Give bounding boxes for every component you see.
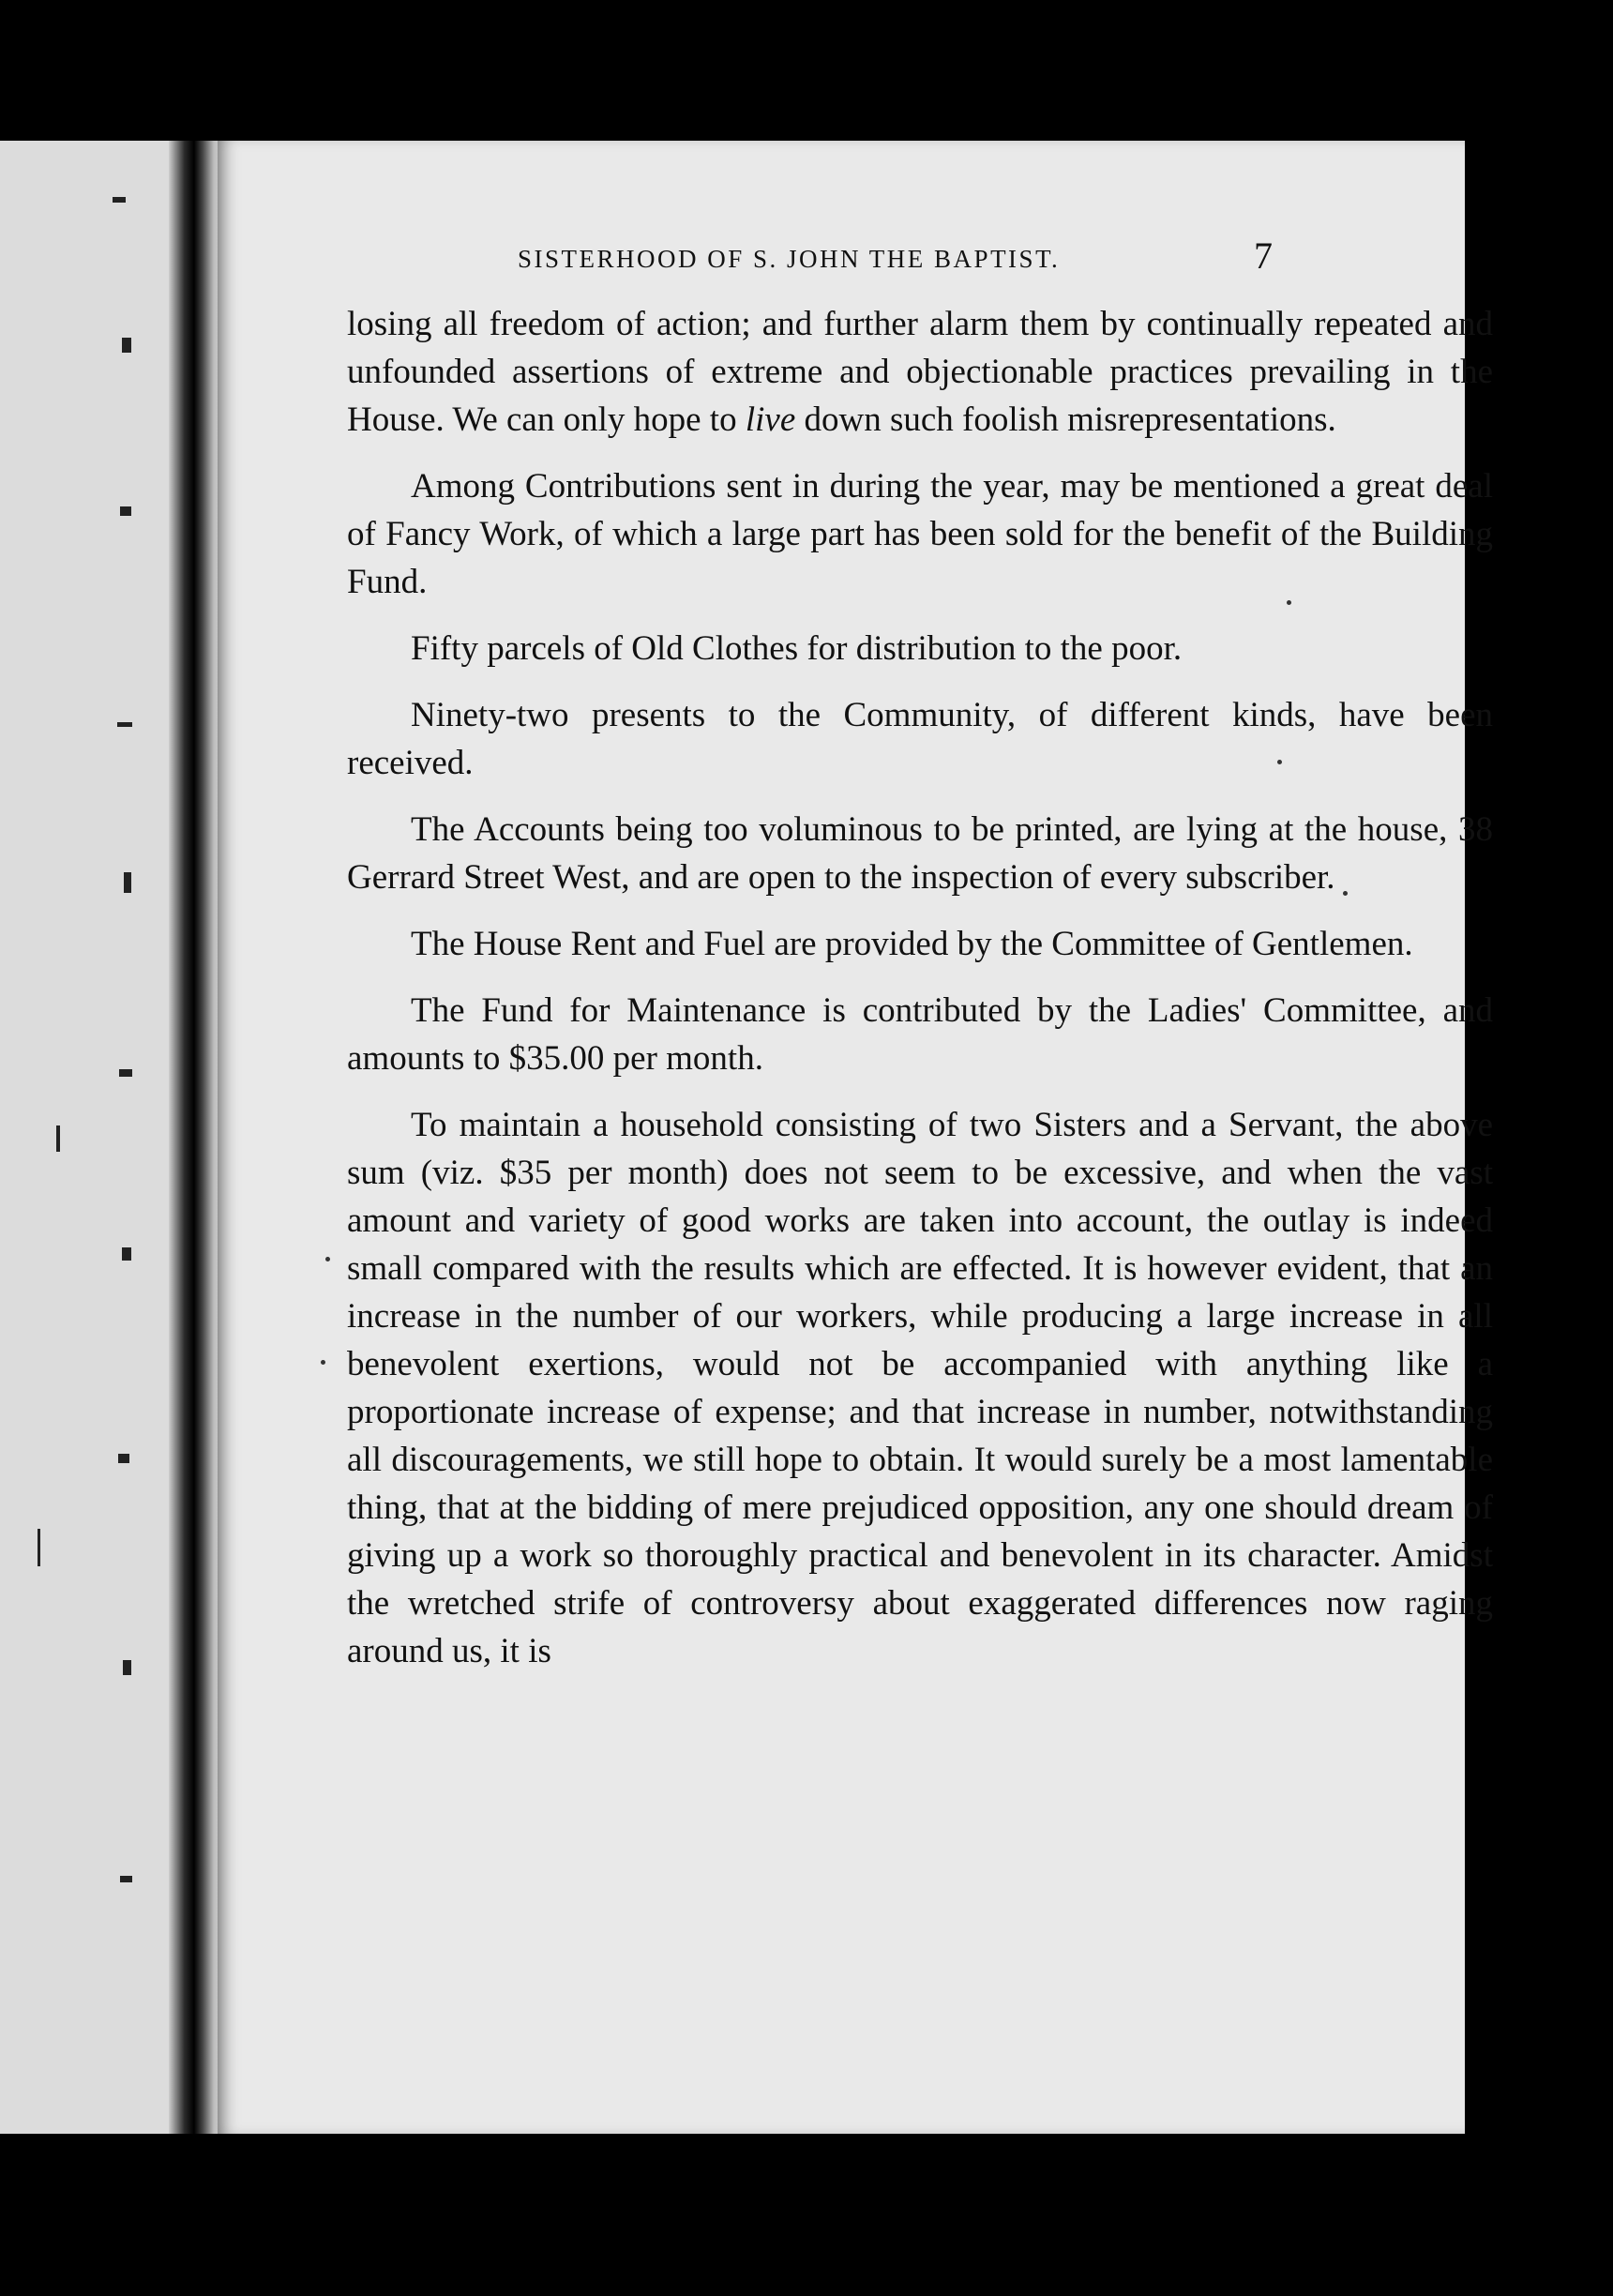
paragraph-household: To maintain a household consisting of two Sisters and a Servant, the above sum (viz. $35 per month) does not seem to be excessive, and when the vast amount and variety of good works are taken into account, the outlay is indeed small compared with the results which are effected. It is however evident, that an increase in the number of our workers, while producing a large increase in all benevolent exertions, would not be accompanied with anything like a proportionate increase of expense; and that increase in number, notwithstanding all discouragements, we still hope to obtain. It would surely be a most lamentable thing, that at the bidding of mere prejudiced opposition, any one should dream of giving up a work so thoroughly practical and benevolent in its character. Amidst the wretched strife of controversy about exaggerated differences now raging around us, it is [347, 1106, 1493, 1670]
running-head-title: SISTERHOOD OF S. JOHN THE BAPTIST. [518, 245, 1061, 273]
paragraph-text: down such foolish misrepresentations. [795, 400, 1336, 439]
paragraph-maintenance-fund: The Fund for Maintenance is contributed by the Ladies' Committee, and amounts to $35.00 per month. [347, 991, 1493, 1078]
ink-speck [1287, 600, 1291, 605]
paragraph-old-clothes: Fifty parcels of Old Clothes for distribution to the poor. [411, 629, 1183, 668]
ink-speck [1277, 760, 1282, 764]
ink-speck [325, 1257, 330, 1261]
paragraph-contributions: Among Contributions sent in during the year, may be mentioned a great deal of Fancy Work, of which a large part has been sold for the benefit of the Building Fund. [347, 467, 1493, 601]
body-text [347, 300, 1493, 1694]
paragraph-text: losing all freedom of action; and further alarm them by continually repeated and unfounded assertions of extreme and objectionable practices prevailing in the House. We can only hope to [347, 305, 1493, 439]
book-binding-gutter [169, 141, 225, 2134]
paragraph-continued [347, 300, 1493, 444]
italic-word: live [745, 400, 796, 439]
book-page [218, 141, 1493, 2134]
ink-speck [321, 1360, 325, 1365]
paragraph-presents: Ninety-two presents to the Community, of different kinds, have been received. [347, 696, 1493, 782]
paragraph-accounts: The Accounts being too voluminous to be printed, are lying at the house, 38 Gerrard Street West, and are open to the inspection of every subscriber. [347, 810, 1493, 897]
page-number: 7 [1254, 234, 1273, 277]
ink-speck [1343, 891, 1348, 896]
paragraph-house-rent: The House Rent and Fuel are provided by the Committee of Gentlemen. [411, 925, 1413, 963]
running-head [218, 228, 1465, 284]
